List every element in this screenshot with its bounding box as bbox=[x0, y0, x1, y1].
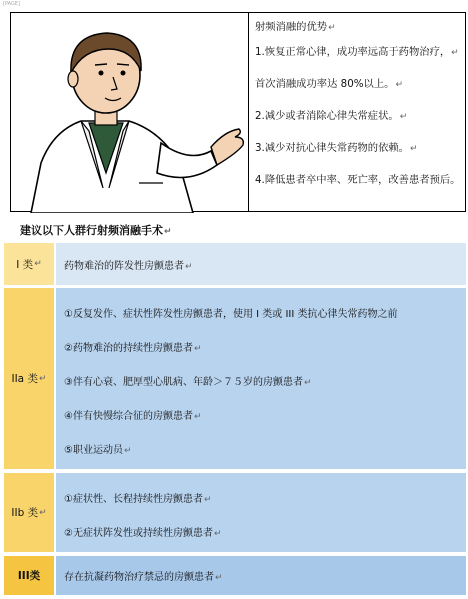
recommendation-table bbox=[4, 243, 466, 596]
class-label: IIa 类 ↵ bbox=[4, 288, 56, 469]
advantage-line: 1.恢复正常心律，成功率远高于药物治疗，↵ bbox=[255, 46, 459, 58]
list-item: ⑤职业运动员↵ bbox=[64, 445, 132, 456]
class-label: III类 bbox=[4, 556, 56, 595]
table-row bbox=[4, 556, 466, 596]
advantage-line: 4.降低患者卒中率、死亡率，改善患者预后。 bbox=[255, 174, 461, 186]
table-row bbox=[4, 286, 466, 470]
class-description bbox=[56, 243, 466, 285]
advantage-line: 3.减少对抗心律失常药物的依赖。↵ bbox=[255, 142, 418, 154]
advantage-line: 2.减少或者消除心律失常症状。↵ bbox=[255, 110, 408, 122]
list-item: ①症状性、长程持续性房颤患者↵ bbox=[64, 494, 212, 505]
class-label: I 类 ↵ bbox=[4, 243, 56, 285]
table-row bbox=[4, 473, 466, 553]
list-item: 存在抗凝药物治疗禁忌的房颤患者↵ bbox=[64, 572, 223, 583]
doctor-illustration bbox=[11, 13, 249, 211]
list-item: ③伴有心衰、肥厚型心肌病、年龄＞７５岁的房颤患者↵ bbox=[64, 377, 312, 388]
recommendation-heading: 建议以下人群行射频消融手术↵ bbox=[20, 224, 172, 237]
advantages-text bbox=[249, 13, 465, 211]
class-description bbox=[56, 556, 466, 595]
class-description bbox=[56, 288, 466, 469]
class-label: IIb 类 ↵ bbox=[4, 473, 56, 552]
doctor-icon bbox=[11, 13, 249, 213]
page-mark: [PAGE] bbox=[3, 1, 20, 7]
list-item: ②无症状阵发性或持续性房颤患者↵ bbox=[64, 528, 222, 539]
advantages-box bbox=[10, 12, 466, 212]
list-item: ④伴有快慢综合征的房颤患者↵ bbox=[64, 411, 202, 422]
list-item: ②药物难治的持续性房颤患者↵ bbox=[64, 343, 202, 354]
class-description bbox=[56, 473, 466, 552]
table-row bbox=[4, 243, 466, 286]
list-item: 药物难治的阵发性房颤患者↵ bbox=[64, 260, 193, 272]
advantage-line: 首次消融成功率达 80%以上。↵ bbox=[255, 78, 403, 90]
list-item: ①反复发作、症状性阵发性房颤患者，使用 I 类或 III 类抗心律失常药物之前 bbox=[64, 309, 398, 320]
advantages-title: 射频消融的优势↵ bbox=[255, 21, 336, 33]
